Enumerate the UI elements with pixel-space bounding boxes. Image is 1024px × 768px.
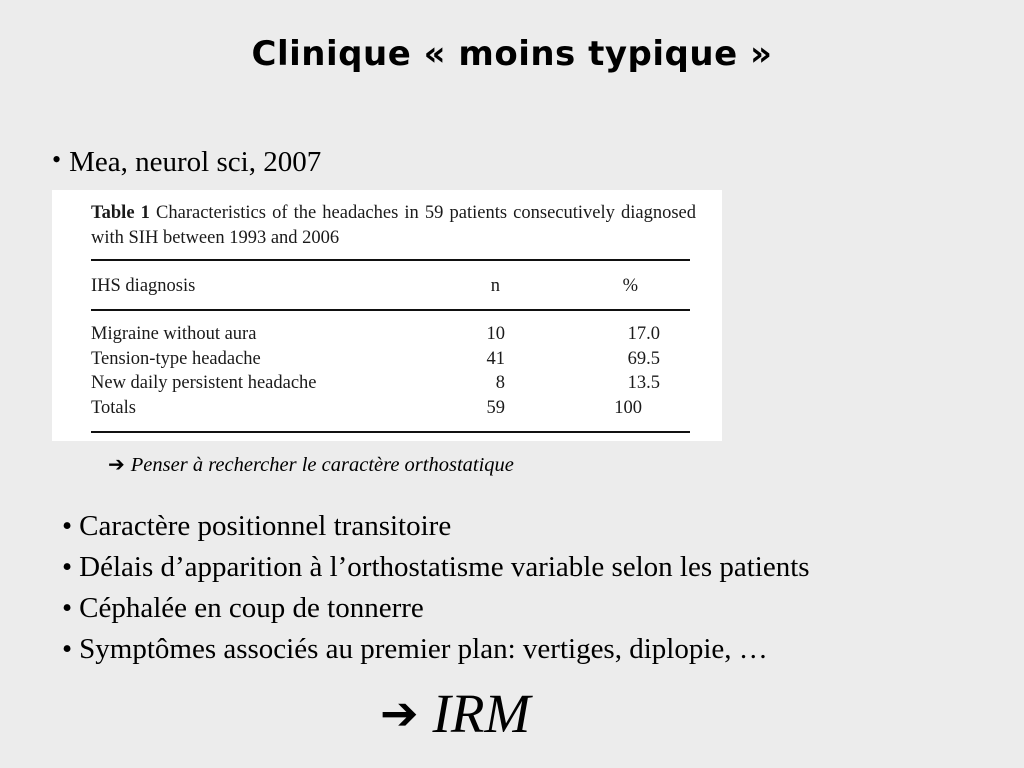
bullet: • <box>52 145 62 174</box>
list-item-text: Délais d’apparition à l’orthostatisme variable selon les patients <box>79 551 810 583</box>
table-cell: 41 <box>486 349 505 369</box>
table-caption-label: Table 1 <box>91 203 150 223</box>
table-cell: 10 <box>486 324 505 344</box>
orthostatic-note <box>108 452 514 477</box>
column-header: % <box>622 276 638 296</box>
table-bottom-rule <box>91 431 690 433</box>
table-row-totals <box>91 398 690 422</box>
list-item-text: Symptômes associés au premier plan: vertiges, diplopie, … <box>79 633 768 665</box>
list-item-text: Céphalée en coup de tonnerre <box>79 592 424 624</box>
bullet-list <box>62 506 810 670</box>
table-cell: 59 <box>486 398 505 418</box>
note-text: Penser à rechercher le caractère orthostatique <box>130 454 514 476</box>
table-row <box>91 349 690 373</box>
table-cell: 13.5 <box>627 373 660 393</box>
table-top-rule <box>91 259 690 261</box>
conclusion <box>380 682 530 745</box>
table-cell: 17.0 <box>627 324 660 344</box>
table-cell: Tension-type headache <box>91 349 261 369</box>
table-header-row <box>91 276 690 300</box>
list-item-text: Caractère positionnel transitoire <box>79 510 452 542</box>
table-cell: 69.5 <box>627 349 660 369</box>
list-item <box>62 547 810 588</box>
table-figure <box>52 190 722 441</box>
column-header: n <box>490 276 500 296</box>
citation <box>52 146 321 179</box>
column-header: IHS diagnosis <box>91 276 196 296</box>
bullet: • <box>62 510 73 542</box>
list-item <box>62 588 810 629</box>
list-item <box>62 506 810 547</box>
table-cell: Totals <box>91 398 136 418</box>
citation-text: Mea, neurol sci, 2007 <box>69 146 322 178</box>
arrow-right-icon: ➔ <box>108 452 125 476</box>
bullet: • <box>62 592 73 624</box>
table-row <box>91 324 690 348</box>
table-caption <box>91 201 696 251</box>
slide-title: Clinique « moins typique » <box>251 34 773 74</box>
table-row <box>91 373 690 397</box>
table-header-rule <box>91 309 690 311</box>
conclusion-text: IRM <box>432 683 531 744</box>
list-item <box>62 629 810 670</box>
table-cell: 8 <box>495 373 505 393</box>
table-cell: 100 <box>614 398 642 418</box>
table-cell: Migraine without aura <box>91 324 257 344</box>
bullet: • <box>62 633 73 665</box>
table-caption-text: Characteristics of the headaches in 59 patients consecutively diagnosed with SIH between 1993 and 2006 <box>91 203 697 248</box>
table-cell: New daily persistent headache <box>91 373 317 393</box>
bullet: • <box>62 551 73 583</box>
arrow-right-icon: ➔ <box>380 686 419 740</box>
